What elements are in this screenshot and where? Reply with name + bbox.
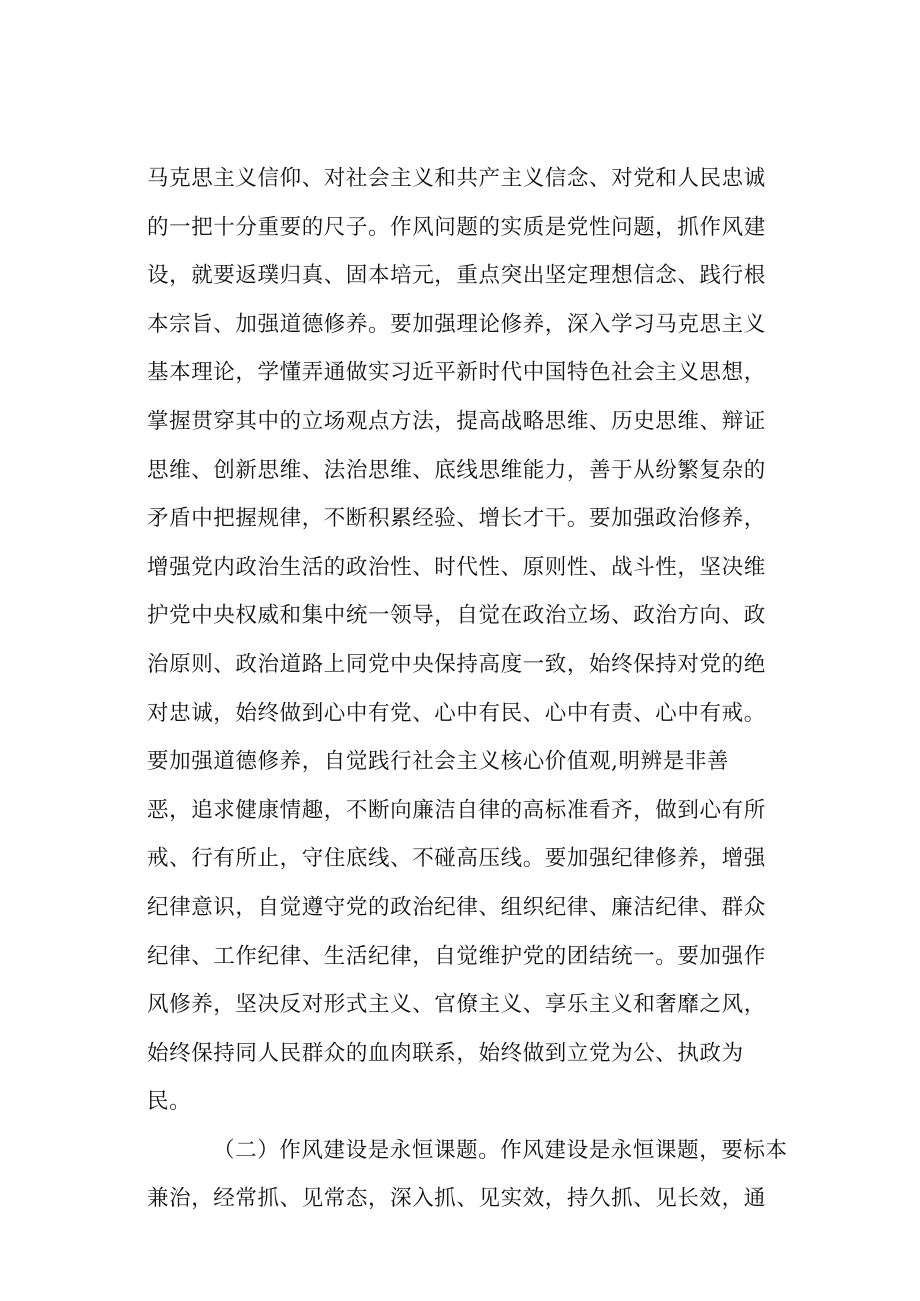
text-line: 基本理论，学懂弄通做实习近平新时代中国特色社会主义思想， <box>147 360 766 386</box>
text-line: 要加强道德修养，自觉践行社会主义核心价值观,明辨是非善 <box>147 749 730 775</box>
text-line: 纪律、工作纪律、生活纪律，自觉维护党的团结统一。要加强作 <box>147 943 766 969</box>
text-line: 增强党内政治生活的政治性、时代性、原则性、战斗性，坚决维 <box>147 554 766 580</box>
text-line: 民。 <box>147 1089 192 1115</box>
text-line: 思维、创新思维、法治思维、底线思维能力，善于从纷繁复杂的 <box>147 457 766 483</box>
text-line: 掌握贯穿其中的立场观点方法，提高战略思维、历史思维、辩证 <box>147 408 766 434</box>
text-line: 马克思主义信仰、对社会主义和共产主义信念、对党和人民忠诚 <box>147 166 766 191</box>
text-line: 矛盾中把握规律，不断积累经验、增长才干。要加强政治修养， <box>147 506 766 532</box>
section-heading-line: （二）作风建设是永恒课题。作风建设是永恒课题，要标本 <box>213 1137 788 1163</box>
text-line: 的一把十分重要的尺子。作风问题的实质是党性问题，抓作风建 <box>147 214 766 240</box>
text-line: 本宗旨、加强道德修养。要加强理论修养，深入学习马克思主义 <box>147 311 766 337</box>
body-text <box>147 155 807 1224</box>
text-line: 恶，追求健康情趣，不断向廉洁自律的高标准看齐，做到心有所 <box>147 797 766 823</box>
text-line: 对忠诚，始终做到心中有党、心中有民、心中有责、心中有戒。 <box>147 700 766 726</box>
text-line: 设，就要返璞归真、固本培元，重点突出坚定理想信念、践行根 <box>147 263 766 289</box>
text-line: 戒、行有所止，守住底线、不碰高压线。要加强纪律修养，增强 <box>147 846 766 872</box>
text-line: 风修养，坚决反对形式主义、官僚主义、享乐主义和奢靡之风， <box>147 992 766 1018</box>
text-line: 治原则、政治道路上同党中央保持高度一致，始终保持对党的绝 <box>147 651 766 677</box>
text-line: 兼治，经常抓、见常态，深入抓、见实效，持久抓、见长效，通 <box>147 1186 766 1212</box>
text-line: 纪律意识，自觉遵守党的政治纪律、组织纪律、廉洁纪律、群众 <box>147 894 766 920</box>
text-line: 始终保持同人民群众的血肉联系，始终做到立党为公、执政为 <box>147 1040 744 1066</box>
text-line: 护党中央权威和集中统一领导，自觉在政治立场、政治方向、政 <box>147 603 766 629</box>
